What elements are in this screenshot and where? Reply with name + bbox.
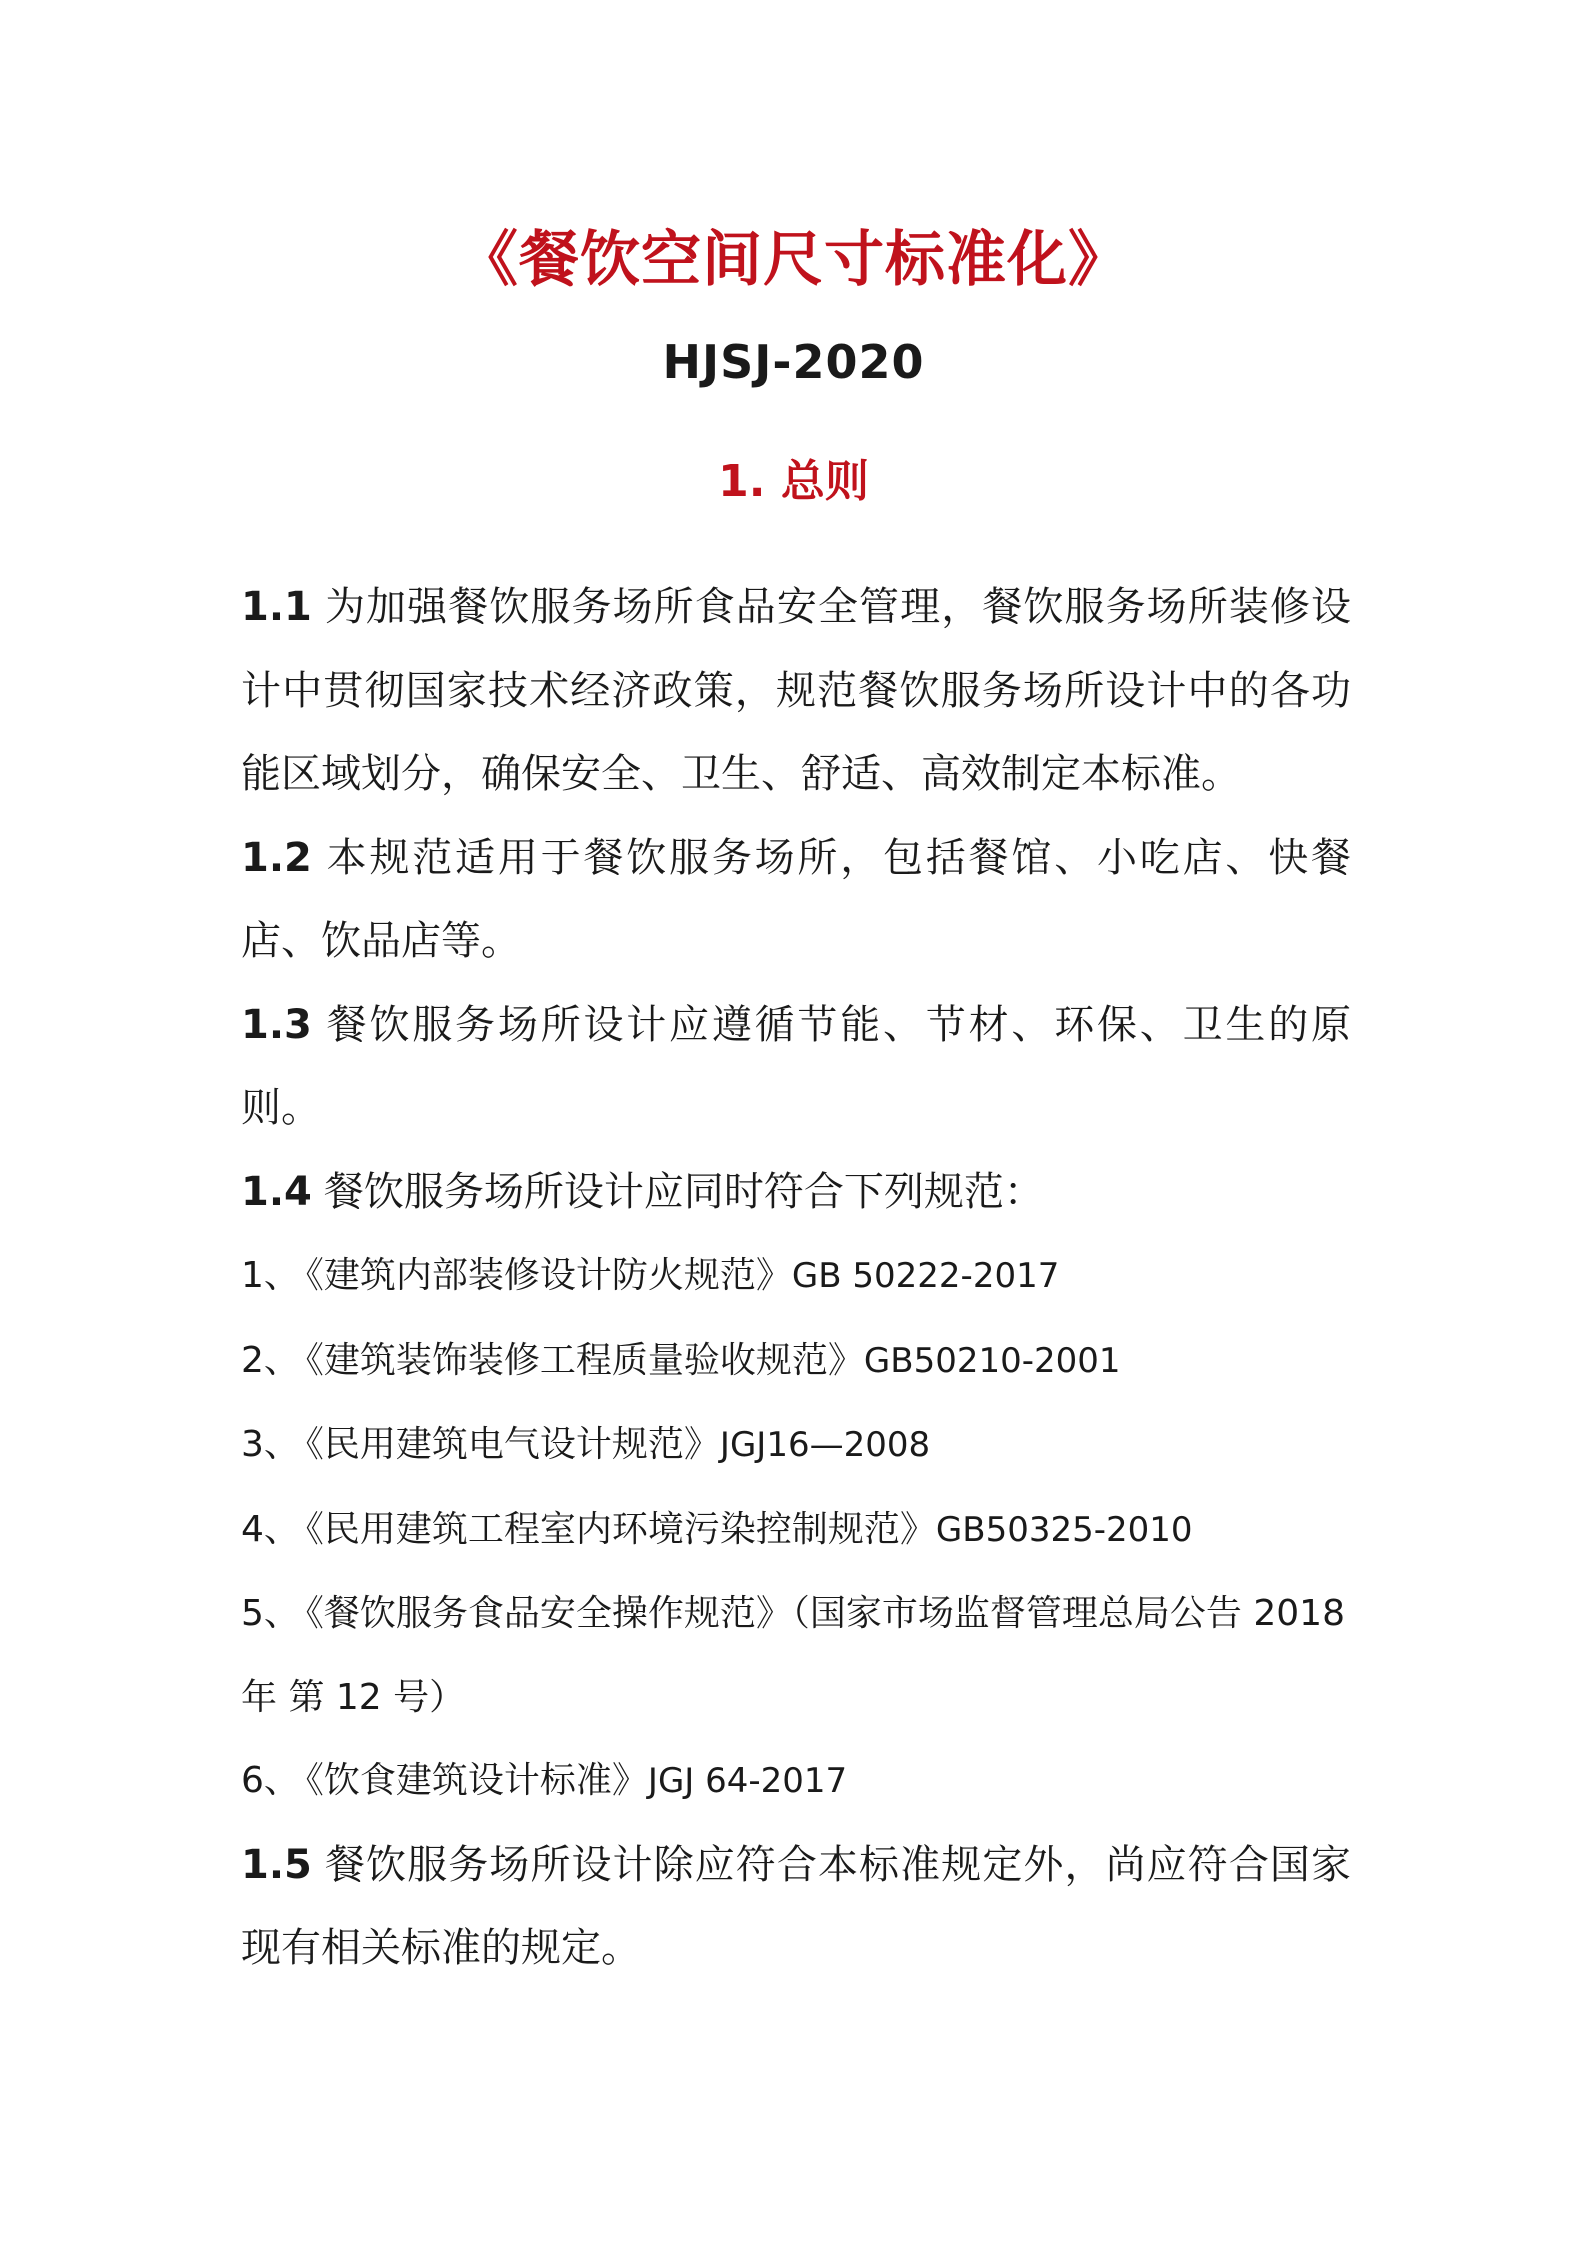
reference-code: JGJ16—2008 bbox=[719, 1425, 931, 1465]
clause-number: 1.2 bbox=[241, 834, 312, 881]
clause-number: 1.1 bbox=[241, 584, 312, 630]
reference-item bbox=[241, 1403, 1351, 1488]
clause-number: 1.4 bbox=[241, 1168, 312, 1215]
clause-1-2 bbox=[241, 817, 1351, 984]
document-title: 《餐饮空间尺寸标准化》 bbox=[458, 225, 1129, 295]
clause-number: 1.5 bbox=[241, 1841, 312, 1888]
clause-text: 餐饮服务场所设计除应符合本标准规定外，尚应符合国家现有相关标准的规定。 bbox=[241, 1841, 1351, 1971]
reference-item bbox=[241, 1572, 1351, 1739]
reference-index: 6、 bbox=[241, 1760, 300, 1801]
reference-item bbox=[241, 1488, 1351, 1573]
clause-number: 1.3 bbox=[241, 1001, 312, 1048]
document-code: HJSJ-2020 bbox=[662, 335, 925, 389]
reference-index: 5、 bbox=[241, 1593, 300, 1634]
clause-1-3 bbox=[241, 984, 1351, 1151]
reference-name: 《建筑装饰装修工程质量验收规范》 bbox=[305, 1339, 864, 1381]
clause-1-4 bbox=[241, 1151, 1351, 1235]
clause-text: 餐饮服务场所设计应同时符合下列规范： bbox=[323, 1168, 1044, 1215]
reference-name: 《餐饮服务食品安全操作规范》 bbox=[305, 1593, 792, 1634]
clause-text: 餐饮服务场所设计应遵循节能、节材、环保、卫生的原则。 bbox=[241, 1001, 1351, 1131]
reference-code: GB50325-2010 bbox=[935, 1509, 1193, 1550]
reference-name: 《建筑内部装修设计防火规范》 bbox=[305, 1255, 792, 1296]
document-body bbox=[241, 566, 1351, 1991]
clause-text: 本规范适用于餐饮服务场所，包括餐馆、小吃店、快餐店、饮品店等。 bbox=[241, 834, 1351, 964]
reference-index: 3、 bbox=[241, 1424, 300, 1465]
clause-text: 为加强餐饮服务场所食品安全管理，餐饮服务场所装修设计中贯彻国家技术经济政策，规范餐饮服务场所设计中的各功能区域划分，确保安全、卫生、舒适、高效制定本标准。 bbox=[241, 584, 1351, 797]
reference-code: GB50210-2001 bbox=[863, 1340, 1121, 1381]
clause-1-5 bbox=[241, 1824, 1351, 1991]
clause-1-1 bbox=[241, 566, 1351, 817]
reference-code: JGJ 64-2017 bbox=[647, 1761, 848, 1801]
reference-index: 1、 bbox=[241, 1255, 300, 1296]
section-heading: 1. 总则 bbox=[718, 456, 869, 507]
reference-item bbox=[241, 1234, 1351, 1319]
reference-item bbox=[241, 1739, 1351, 1824]
reference-code: GB 50222-2017 bbox=[791, 1256, 1060, 1296]
reference-code: （国家市场监督管理总局公告 2018 年 第 12 号） bbox=[241, 1593, 1345, 1718]
reference-name: 《民用建筑电气设计规范》 bbox=[305, 1424, 720, 1465]
reference-item bbox=[241, 1319, 1351, 1404]
reference-name: 《民用建筑工程室内环境污染控制规范》 bbox=[305, 1508, 936, 1550]
reference-name: 《饮食建筑设计标准》 bbox=[305, 1760, 648, 1801]
reference-index: 2、 bbox=[241, 1339, 300, 1381]
reference-index: 4、 bbox=[241, 1508, 300, 1550]
